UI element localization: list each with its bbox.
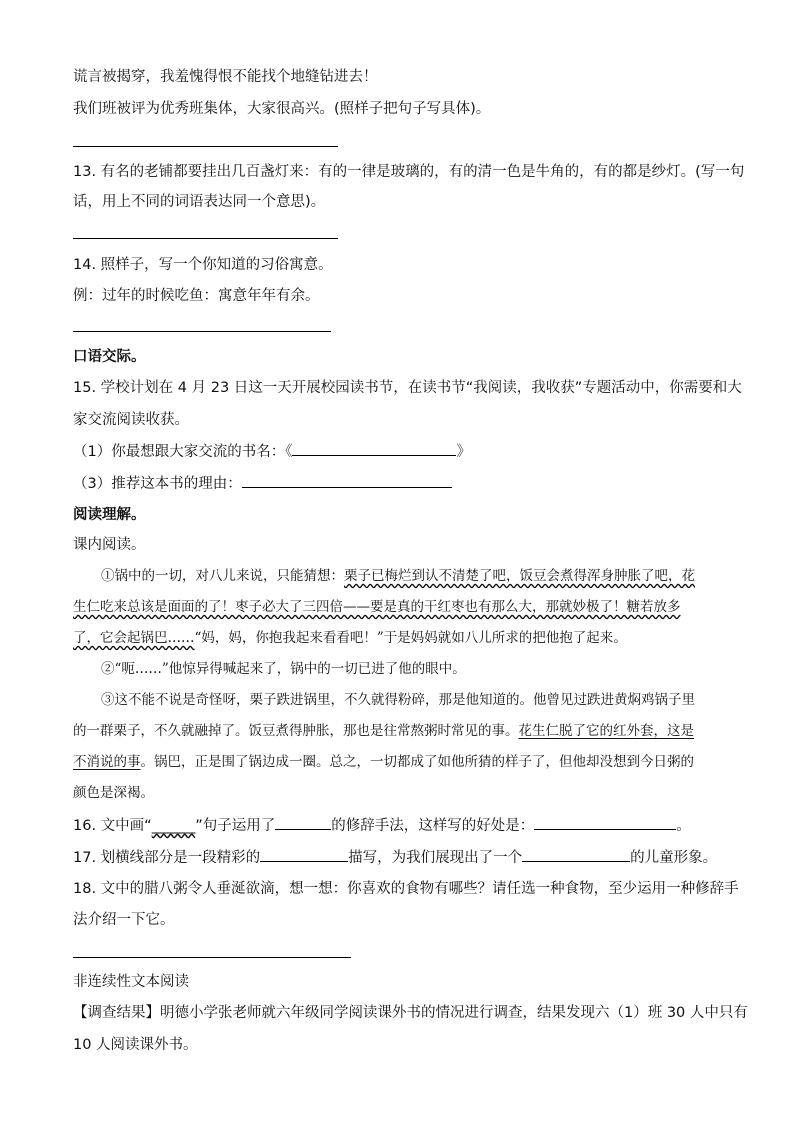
wavy-underlined-sentence: 栗子已梅烂到认不清楚了吧，饭豆会煮得浑身肿胀了吧，花 — [344, 568, 695, 584]
question-15-1-close: 》 — [456, 444, 471, 460]
answer-line[interactable] — [73, 331, 331, 332]
subheading-in-class: 课内阅读。 — [73, 537, 146, 553]
question-18-line2: 法介绍一下它。 — [73, 912, 175, 928]
question-15-line1: 15. 学校计划在 4 月 23 日这一天开展校园读书节，在读书节“我阅读，我收获”专题活动中，你需要和大 — [73, 380, 742, 396]
passage-p3-row2: 的一群栗子，不久就融掉了。饭豆煮得肿胀，那也是往常熬粥时常见的事。花生仁脱了它的红外套，这是 — [73, 723, 694, 739]
question-14-example: 例：过年的时候吃鱼：寓意年年有余。 — [73, 288, 320, 304]
underlined-sentence: 花生仁脱了它的红外套，这是 — [518, 723, 694, 739]
passage-p3-row4: 颜色是深褐。 — [73, 785, 154, 801]
wavy-line-marker: ______ — [151, 818, 196, 834]
description-type-blank[interactable] — [260, 847, 348, 862]
reading-passage — [73, 566, 721, 806]
passage-p1-row3: 了，它会起锅巴……“妈，妈，你抱我起来看看吧！”于是妈妈就如八儿所求的把他抱了起来。 — [73, 630, 627, 646]
benefit-blank[interactable] — [534, 815, 676, 830]
question-15-3-prompt: （3）推荐这本书的理由： — [73, 476, 242, 492]
question-18-line1: 18. 文中的腊八粥令人垂涎欲滴，想一想：你喜欢的食物有哪些？请任选一种食物，至少运用一种修辞手 — [73, 881, 739, 897]
question-13-line1: 13. 有名的老铺都要挂出几百盏灯来：有的一律是玻璃的，有的清一色是牛角的，有的都是纱灯。(写一句 — [73, 164, 745, 180]
answer-line[interactable] — [73, 146, 338, 147]
passage-p3-row3: 不消说的事。锅巴，正是围了锅边成一圈。总之，一切都成了如他所猜的样子了，但他却没想到今日粥的 — [73, 754, 694, 770]
question-16: 16. 文中画“______”句子运用了 的修辞手法，这样写的好处是： 。 — [73, 815, 691, 836]
passage-p1-row2: 生仁吃来总该是面面的了！枣子必大了三四倍——要是真的干红枣也有那么大，那就妙极了！糖若放多 — [73, 599, 681, 615]
passage-p3-row1: ③这不能不说是奇怪呀，栗子跌进锅里，不久就得粉碎，那是他知道的。他曾见过跌进黄焖鸡锅子里 — [101, 692, 695, 708]
survey-result-line2: 10 人阅读课外书。 — [73, 1037, 198, 1053]
answer-line[interactable] — [73, 957, 351, 958]
passage-p2: ②“呃……”他惊异得喊起来了，锅中的一切已进了他的眼中。 — [101, 661, 466, 677]
question-14: 14. 照样子，写一个你知道的习俗寓意。 — [73, 257, 333, 273]
question-17: 17. 划横线部分是一段精彩的 描写，为我们展现出了一个 的儿童形象。 — [73, 847, 717, 868]
passage-p1-row1: ①锅中的一切，对八儿来说，只能猜想：栗子已梅烂到认不清楚了吧，饭豆会煮得浑身肿胀了吧，花 — [101, 568, 695, 584]
question-15-line2: 家交流阅读收获。 — [73, 412, 189, 428]
section-heading-oral: 口语交际。 — [73, 349, 146, 365]
section-heading-reading: 阅读理解。 — [73, 507, 146, 523]
survey-result-line1: 【调查结果】明德小学张老师就六年级同学阅读课外书的情况进行调查，结果发现六（1）班 30 人中只有 — [73, 1005, 748, 1021]
rhetoric-blank[interactable] — [275, 815, 331, 830]
question-15-1 — [73, 441, 471, 462]
reason-blank[interactable] — [242, 473, 452, 488]
subheading-non-continuous: 非连续性文本阅读 — [73, 974, 189, 990]
book-title-blank[interactable] — [292, 441, 456, 456]
question-15-1-prompt: （1）你最想跟大家交流的书名：《 — [73, 444, 293, 460]
sentence-example: 谎言被揭穿，我羞愧得恨不能找个地缝钻进去！ — [73, 69, 378, 85]
sentence-task: 我们班被评为优秀班集体，大家很高兴。(照样子把句子写具体)。 — [73, 101, 491, 117]
question-13-line2: 话，用上不同的词语表达同一个意思)。 — [73, 194, 326, 210]
child-image-blank[interactable] — [522, 847, 630, 862]
answer-line[interactable] — [73, 238, 338, 239]
question-15-3 — [73, 473, 452, 494]
